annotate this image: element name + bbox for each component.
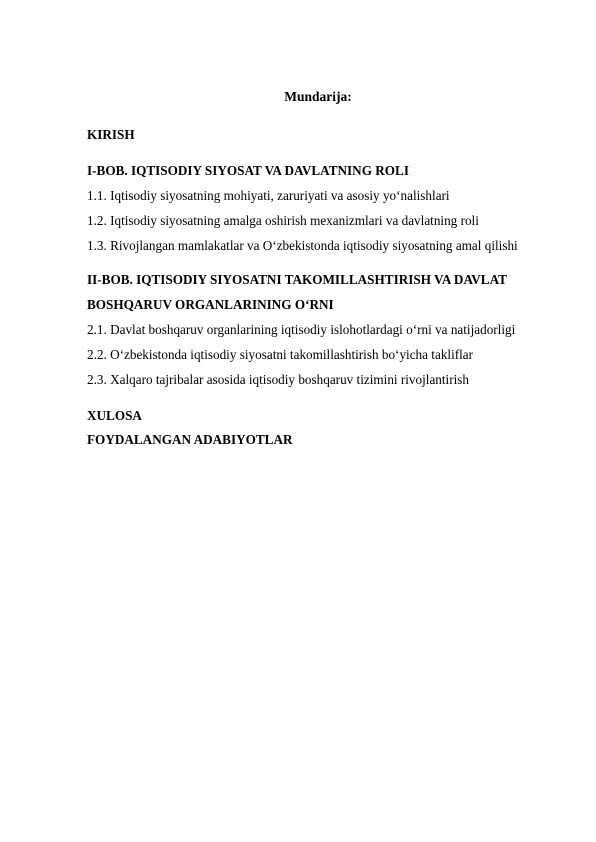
toc-chapter2-heading-line1: II-BOB. IQTISODIY SIYOSATNI TAKOMILLASHTIRISH VA DAVLAT <box>87 272 507 287</box>
toc-item-2-3: 2.3. Xalqaro tajribalar asosida iqtisodiy boshqaruv tizimini rivojlantirish <box>87 372 469 387</box>
toc-item-1-2: 1.2. Iqtisodiy siyosatning amalga oshirish mexanizmlari va davlatning roli <box>87 213 479 228</box>
toc-chapter1-heading: I-BOB. IQTISODIY SIYOSAT VA DAVLATNING ROLI <box>87 163 409 178</box>
toc-chapter2-heading-line2: BOSHQARUV ORGANLARINING O‘RNI <box>87 297 334 312</box>
toc-intro: KIRISH <box>87 127 135 142</box>
toc-item-1-3: 1.3. Rivojlangan mamlakatlar va O‘zbekistonda iqtisodiy siyosatning amal qilishi <box>87 238 518 253</box>
toc-title: Mundarija: <box>284 89 352 104</box>
toc-conclusion: XULOSA <box>87 408 142 423</box>
toc-item-1-1: 1.1. Iqtisodiy siyosatning mohiyati, zaruriyati va asosiy yo‘nalishlari <box>87 188 450 203</box>
toc-references: FOYDALANGAN ADABIYOTLAR <box>87 432 293 447</box>
toc-item-2-1: 2.1. Davlat boshqaruv organlarining iqtisodiy islohotlardagi o‘rni va natijadorligi <box>87 322 516 337</box>
toc-item-2-2: 2.2. O‘zbekistonda iqtisodiy siyosatni takomillashtirish bo‘yicha takliflar <box>87 347 474 362</box>
